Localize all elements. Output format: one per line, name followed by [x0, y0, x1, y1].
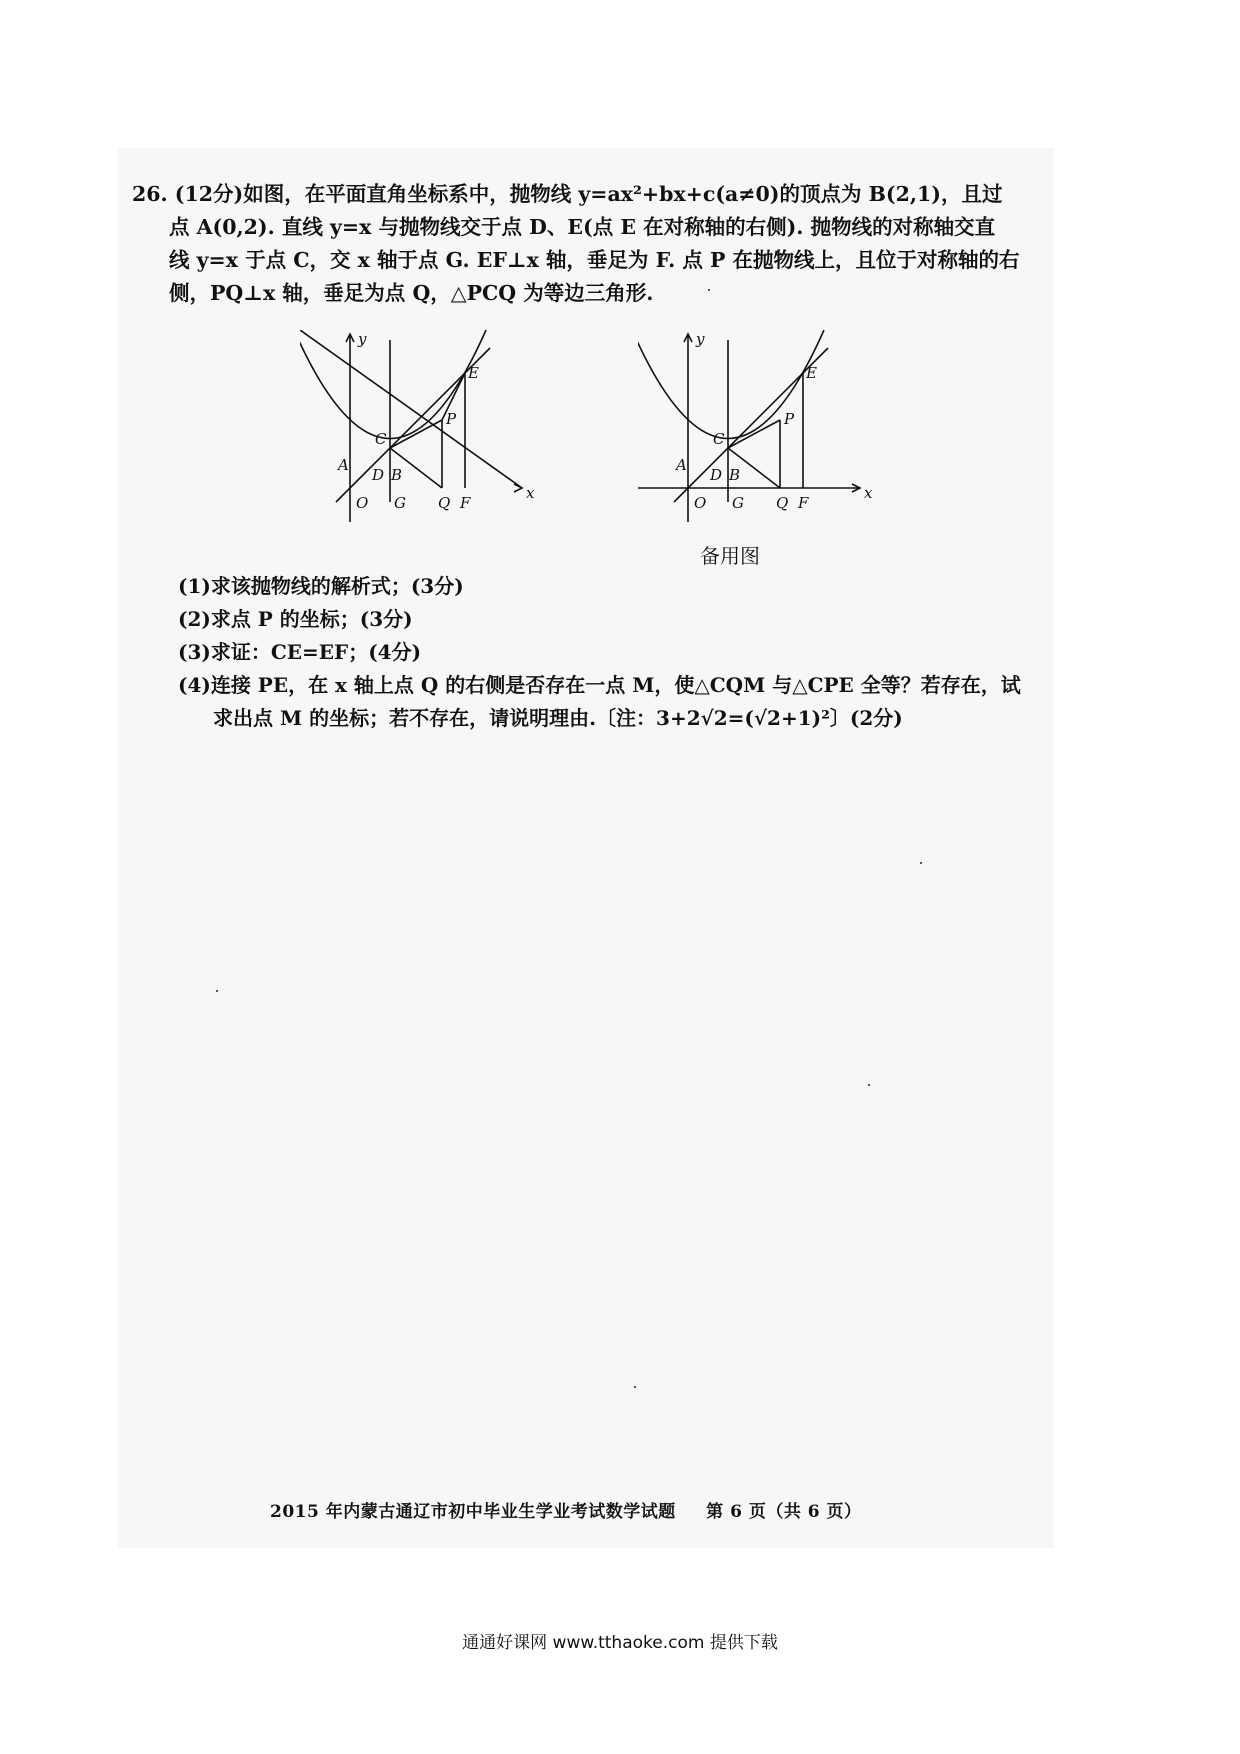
question-item: (1)求该抛物线的解析式；(3分)	[178, 574, 464, 598]
scan-speck	[868, 1084, 870, 1086]
parabola-figure	[300, 330, 540, 530]
svg-text:P: P	[446, 410, 457, 428]
svg-text:x: x	[526, 484, 535, 502]
sub-questions	[178, 570, 1058, 735]
svg-text:F: F	[798, 494, 809, 512]
scan-speck	[708, 289, 710, 291]
svg-text:G: G	[394, 494, 406, 512]
svg-text:Q: Q	[776, 494, 789, 512]
backup-figure	[638, 330, 878, 530]
svg-text:A: A	[338, 456, 349, 474]
svg-text:F: F	[460, 494, 471, 512]
page-footer	[270, 1497, 862, 1522]
svg-text:B: B	[391, 466, 403, 484]
svg-text:E: E	[806, 364, 817, 382]
svg-text:C: C	[713, 430, 725, 448]
figures	[300, 330, 873, 560]
scan-speck	[920, 862, 922, 864]
question-item: (3)求证：CE=EF；(4分)	[178, 640, 422, 664]
question-item: (2)求点 P 的坐标；(3分)	[178, 607, 413, 631]
svg-text:O: O	[356, 494, 369, 512]
download-note: 通通好课网 www.tthaoke.com 提供下载	[462, 1633, 778, 1653]
problem-line: 26. (12分)如图，在平面直角坐标系中，抛物线 y=ax²+bx+c(a≠0)的顶点为 B(2,1)，且过	[132, 182, 1003, 206]
svg-text:G: G	[732, 494, 744, 512]
svg-text:E: E	[468, 364, 479, 382]
svg-text:Q: Q	[438, 494, 451, 512]
svg-text:x: x	[864, 484, 873, 502]
svg-text:O: O	[694, 494, 707, 512]
scan-speck	[634, 1386, 636, 1388]
backup-figure-caption: 备用图	[700, 544, 760, 568]
problem-line: 线 y=x 于点 C，交 x 轴于点 G. EF⊥x 轴，垂足为 F. 点 P 在抛物线上，且位于对称轴的右	[169, 248, 1020, 272]
scan-speck	[216, 990, 218, 992]
x-axis-arrow	[514, 484, 522, 492]
problem-line: 点 A(0,2). 直线 y=x 与抛物线交于点 D、E(点 E 在对称轴的右侧). 抛物线的对称轴交直	[169, 215, 996, 239]
problem-statement	[132, 178, 1032, 310]
svg-text:D: D	[372, 466, 385, 484]
exam-title: 2015 年内蒙古通辽市初中毕业生学业考试数学试题	[270, 1502, 676, 1522]
svg-text:y: y	[358, 330, 367, 348]
svg-text:C: C	[375, 430, 387, 448]
question-item: 求出点 M 的坐标；若不存在，请说明理由.〔注：3+2√2=(√2+1)²〕(2分)	[213, 706, 903, 730]
svg-text:D: D	[710, 466, 723, 484]
svg-text:y: y	[696, 330, 705, 348]
parabola	[300, 330, 486, 439]
svg-text:A: A	[676, 456, 687, 474]
question-item: (4)连接 PE，在 x 轴上点 Q 的右侧是否存在一点 M，使△CQM 与△CPE 全等？若存在，试	[178, 673, 1021, 697]
segment-CP	[390, 420, 442, 448]
svg-text:B: B	[729, 466, 741, 484]
svg-text:P: P	[784, 410, 795, 428]
page-number: 第 6 页（共 6 页）	[706, 1502, 862, 1522]
problem-line: 侧，PQ⊥x 轴，垂足为点 Q，△PCQ 为等边三角形.	[169, 281, 654, 305]
